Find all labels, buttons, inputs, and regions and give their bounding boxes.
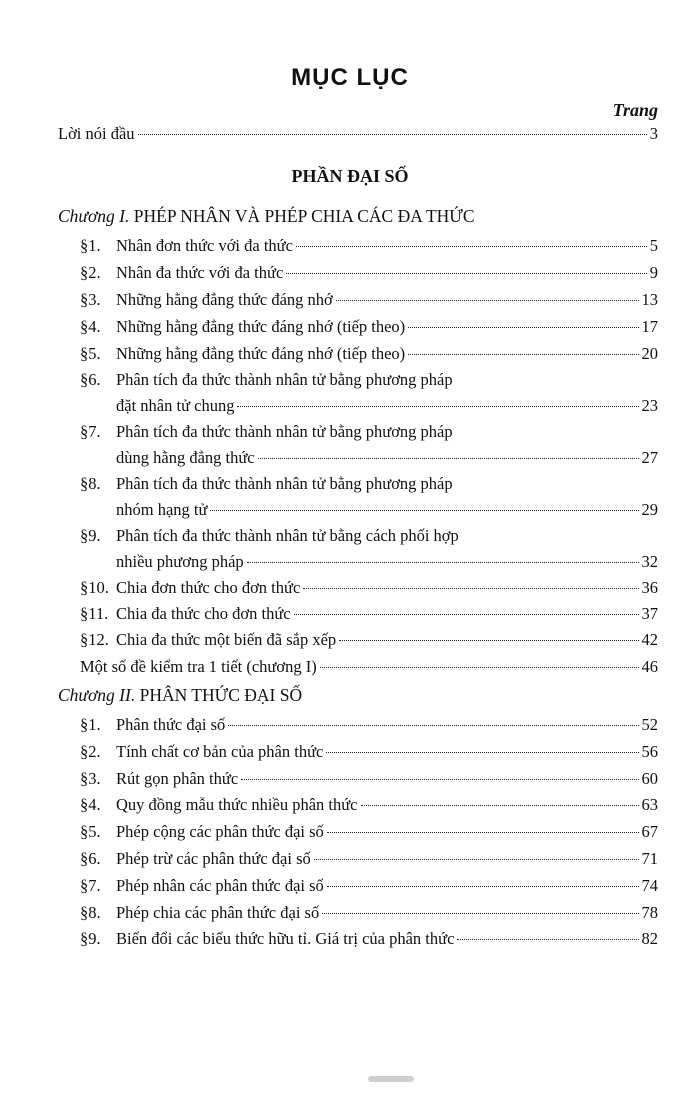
entry-number: §2. <box>80 741 101 761</box>
entry-page: 36 <box>641 578 658 597</box>
page-title: MỤC LỤC <box>291 64 409 91</box>
entry-text-line1: Phân tích đa thức thành nhân tử bằng phương pháp <box>116 422 453 441</box>
toc-entry <box>80 630 658 650</box>
chapter-title: PHÂN THỨC ĐẠI SỐ <box>139 685 303 705</box>
entry-first-line <box>80 526 459 546</box>
leader-dots <box>327 832 639 833</box>
entry-number: §10. <box>80 578 109 597</box>
leader-dots <box>210 510 638 511</box>
entry-text: Phép chia các phân thức đại số <box>116 902 320 922</box>
entry-page: 27 <box>641 448 658 467</box>
entry-page: 74 <box>641 875 658 895</box>
toc-entry <box>80 876 658 896</box>
entry-text: Quy đồng mẫu thức nhiều phân thức <box>116 795 358 815</box>
leader-dots <box>326 752 638 753</box>
entry-page: 37 <box>641 604 658 623</box>
entry-page: 82 <box>641 929 658 949</box>
entry-number: §6. <box>80 370 101 389</box>
entry-number: §9. <box>80 526 101 545</box>
leader-dots <box>327 886 639 887</box>
chapter-title: PHÉP NHÂN VÀ PHÉP CHIA CÁC ĐA THỨC <box>133 206 475 226</box>
toc-entry <box>80 742 658 762</box>
entry-page: 56 <box>641 741 658 761</box>
entry-page: 5 <box>649 236 658 255</box>
toc-entry-preface <box>58 124 658 144</box>
entry-number: §12. <box>80 630 109 649</box>
leader-dots <box>241 779 638 780</box>
entry-text: Phép cộng các phân thức đại số <box>116 822 324 842</box>
leader-dots <box>408 327 638 328</box>
entry-text-line1: Phân tích đa thức thành nhân tử bằng phương pháp <box>116 474 453 493</box>
leader-dots <box>258 458 639 459</box>
toc-entry <box>116 500 658 520</box>
entry-text: Phép nhân các phân thức đại số <box>116 875 324 895</box>
chapter-label: Chương I. <box>58 206 130 226</box>
leader-dots <box>294 614 639 615</box>
toc-entry <box>116 448 658 468</box>
toc-entry <box>80 929 658 949</box>
entry-number: §3. <box>80 768 101 788</box>
leader-dots <box>336 300 639 301</box>
entry-text: Phân thức đại số <box>116 715 226 734</box>
entry-number: §3. <box>80 290 101 309</box>
entry-number: §5. <box>80 822 101 842</box>
entry-number: §4. <box>80 795 101 815</box>
entry-text: Rút gọn phân thức <box>116 768 239 788</box>
page-mark <box>368 1076 414 1082</box>
entry-number: §5. <box>80 344 101 363</box>
entry-page: 46 <box>641 657 658 676</box>
entry-number: §2. <box>80 263 101 282</box>
leader-dots <box>237 406 638 407</box>
chapter-heading-2 <box>58 685 302 706</box>
entry-number: §6. <box>80 849 101 868</box>
toc-entry <box>116 396 658 416</box>
entry-text: Biến đổi các biểu thức hữu tỉ. Giá trị của phân thức <box>116 929 455 949</box>
toc-entry <box>80 604 658 624</box>
entry-text: Nhân đơn thức với đa thức <box>116 236 293 255</box>
entry-text: Chia đa thức cho đơn thức <box>116 604 291 623</box>
entry-number: §11. <box>80 604 109 623</box>
entry-page: 63 <box>641 795 658 815</box>
entry-page: 17 <box>641 317 658 336</box>
toc-entry <box>80 236 658 256</box>
entry-text: Những hằng đẳng thức đáng nhớ (tiếp theo) <box>116 344 406 363</box>
entry-number: §9. <box>80 929 101 949</box>
leader-dots <box>457 939 638 940</box>
page-column-header: Trang <box>612 100 658 120</box>
toc-entry <box>80 849 658 869</box>
chapter-heading-1 <box>58 206 475 227</box>
entry-page: 67 <box>641 822 658 842</box>
entry-page: 42 <box>641 630 658 649</box>
leader-dots <box>303 588 638 589</box>
entry-text: Lời nói đầu <box>58 124 135 143</box>
entry-page: 23 <box>641 396 658 415</box>
entry-number: §1. <box>80 715 101 734</box>
leader-dots <box>228 725 638 726</box>
chapter-label: Chương II. <box>58 685 136 705</box>
entry-page: 3 <box>649 124 658 143</box>
entry-text: Chia đơn thức cho đơn thức <box>116 578 301 597</box>
leader-dots <box>314 859 639 860</box>
entry-page: 20 <box>641 344 658 363</box>
entry-text-line1: Phân tích đa thức thành nhân tử bằng phương pháp <box>116 370 453 389</box>
toc-entry <box>80 578 658 598</box>
leader-dots <box>361 805 639 806</box>
entry-text: Những hằng đẳng thức đáng nhớ <box>116 290 333 309</box>
entry-text: Phép trừ các phân thức đại số <box>116 849 311 868</box>
entry-first-line <box>80 422 453 442</box>
leader-dots <box>286 273 646 274</box>
entry-text: nhiều phương pháp <box>116 552 244 571</box>
entry-page: 29 <box>641 500 658 519</box>
entry-page: 60 <box>641 768 658 788</box>
leader-dots <box>320 667 639 668</box>
entry-first-line <box>80 370 453 390</box>
leader-dots <box>339 640 638 641</box>
entry-text: Những hằng đẳng thức đáng nhớ (tiếp theo) <box>116 317 406 336</box>
entry-number: §7. <box>80 875 101 895</box>
entry-text: Tính chất cơ bản của phân thức <box>116 741 324 761</box>
toc-entry <box>80 795 658 815</box>
entry-text: Một số đề kiểm tra 1 tiết (chương I) <box>80 657 317 676</box>
entry-page: 71 <box>641 849 658 868</box>
entry-number: §8. <box>80 474 101 493</box>
entry-page: 78 <box>641 902 658 922</box>
entry-number: §1. <box>80 236 101 255</box>
entry-number: §7. <box>80 422 101 441</box>
toc-entry <box>80 317 658 337</box>
toc-entry <box>116 552 658 572</box>
leader-dots <box>247 562 639 563</box>
entry-text: nhóm hạng tử <box>116 500 208 519</box>
toc-entry <box>80 344 658 364</box>
leader-dots <box>138 134 647 135</box>
toc-entry <box>80 715 658 735</box>
entry-page: 52 <box>641 715 658 734</box>
toc-entry <box>80 769 658 789</box>
entry-page: 13 <box>641 290 658 309</box>
leader-dots <box>296 246 647 247</box>
entry-number: §8. <box>80 902 101 922</box>
entry-text: Nhân đa thức với đa thức <box>116 263 284 282</box>
leader-dots <box>408 354 638 355</box>
entry-text-line1: Phân tích đa thức thành nhân tử bằng cách phối hợp <box>116 526 459 545</box>
entry-page: 32 <box>641 552 658 571</box>
leader-dots <box>322 913 638 914</box>
toc-entry <box>80 290 658 310</box>
entry-text: Chia đa thức một biến đã sắp xếp <box>116 630 337 649</box>
toc-entry <box>80 903 658 923</box>
toc-entry <box>80 657 658 677</box>
entry-text: đặt nhân tử chung <box>116 396 235 415</box>
entry-first-line <box>80 474 453 494</box>
section-heading: PHẦN ĐẠI SỐ <box>291 166 409 186</box>
entry-number: §4. <box>80 317 101 336</box>
toc-entry <box>80 822 658 842</box>
entry-page: 9 <box>649 263 658 282</box>
entry-text: dùng hằng đẳng thức <box>116 448 255 467</box>
toc-entry <box>80 263 658 283</box>
